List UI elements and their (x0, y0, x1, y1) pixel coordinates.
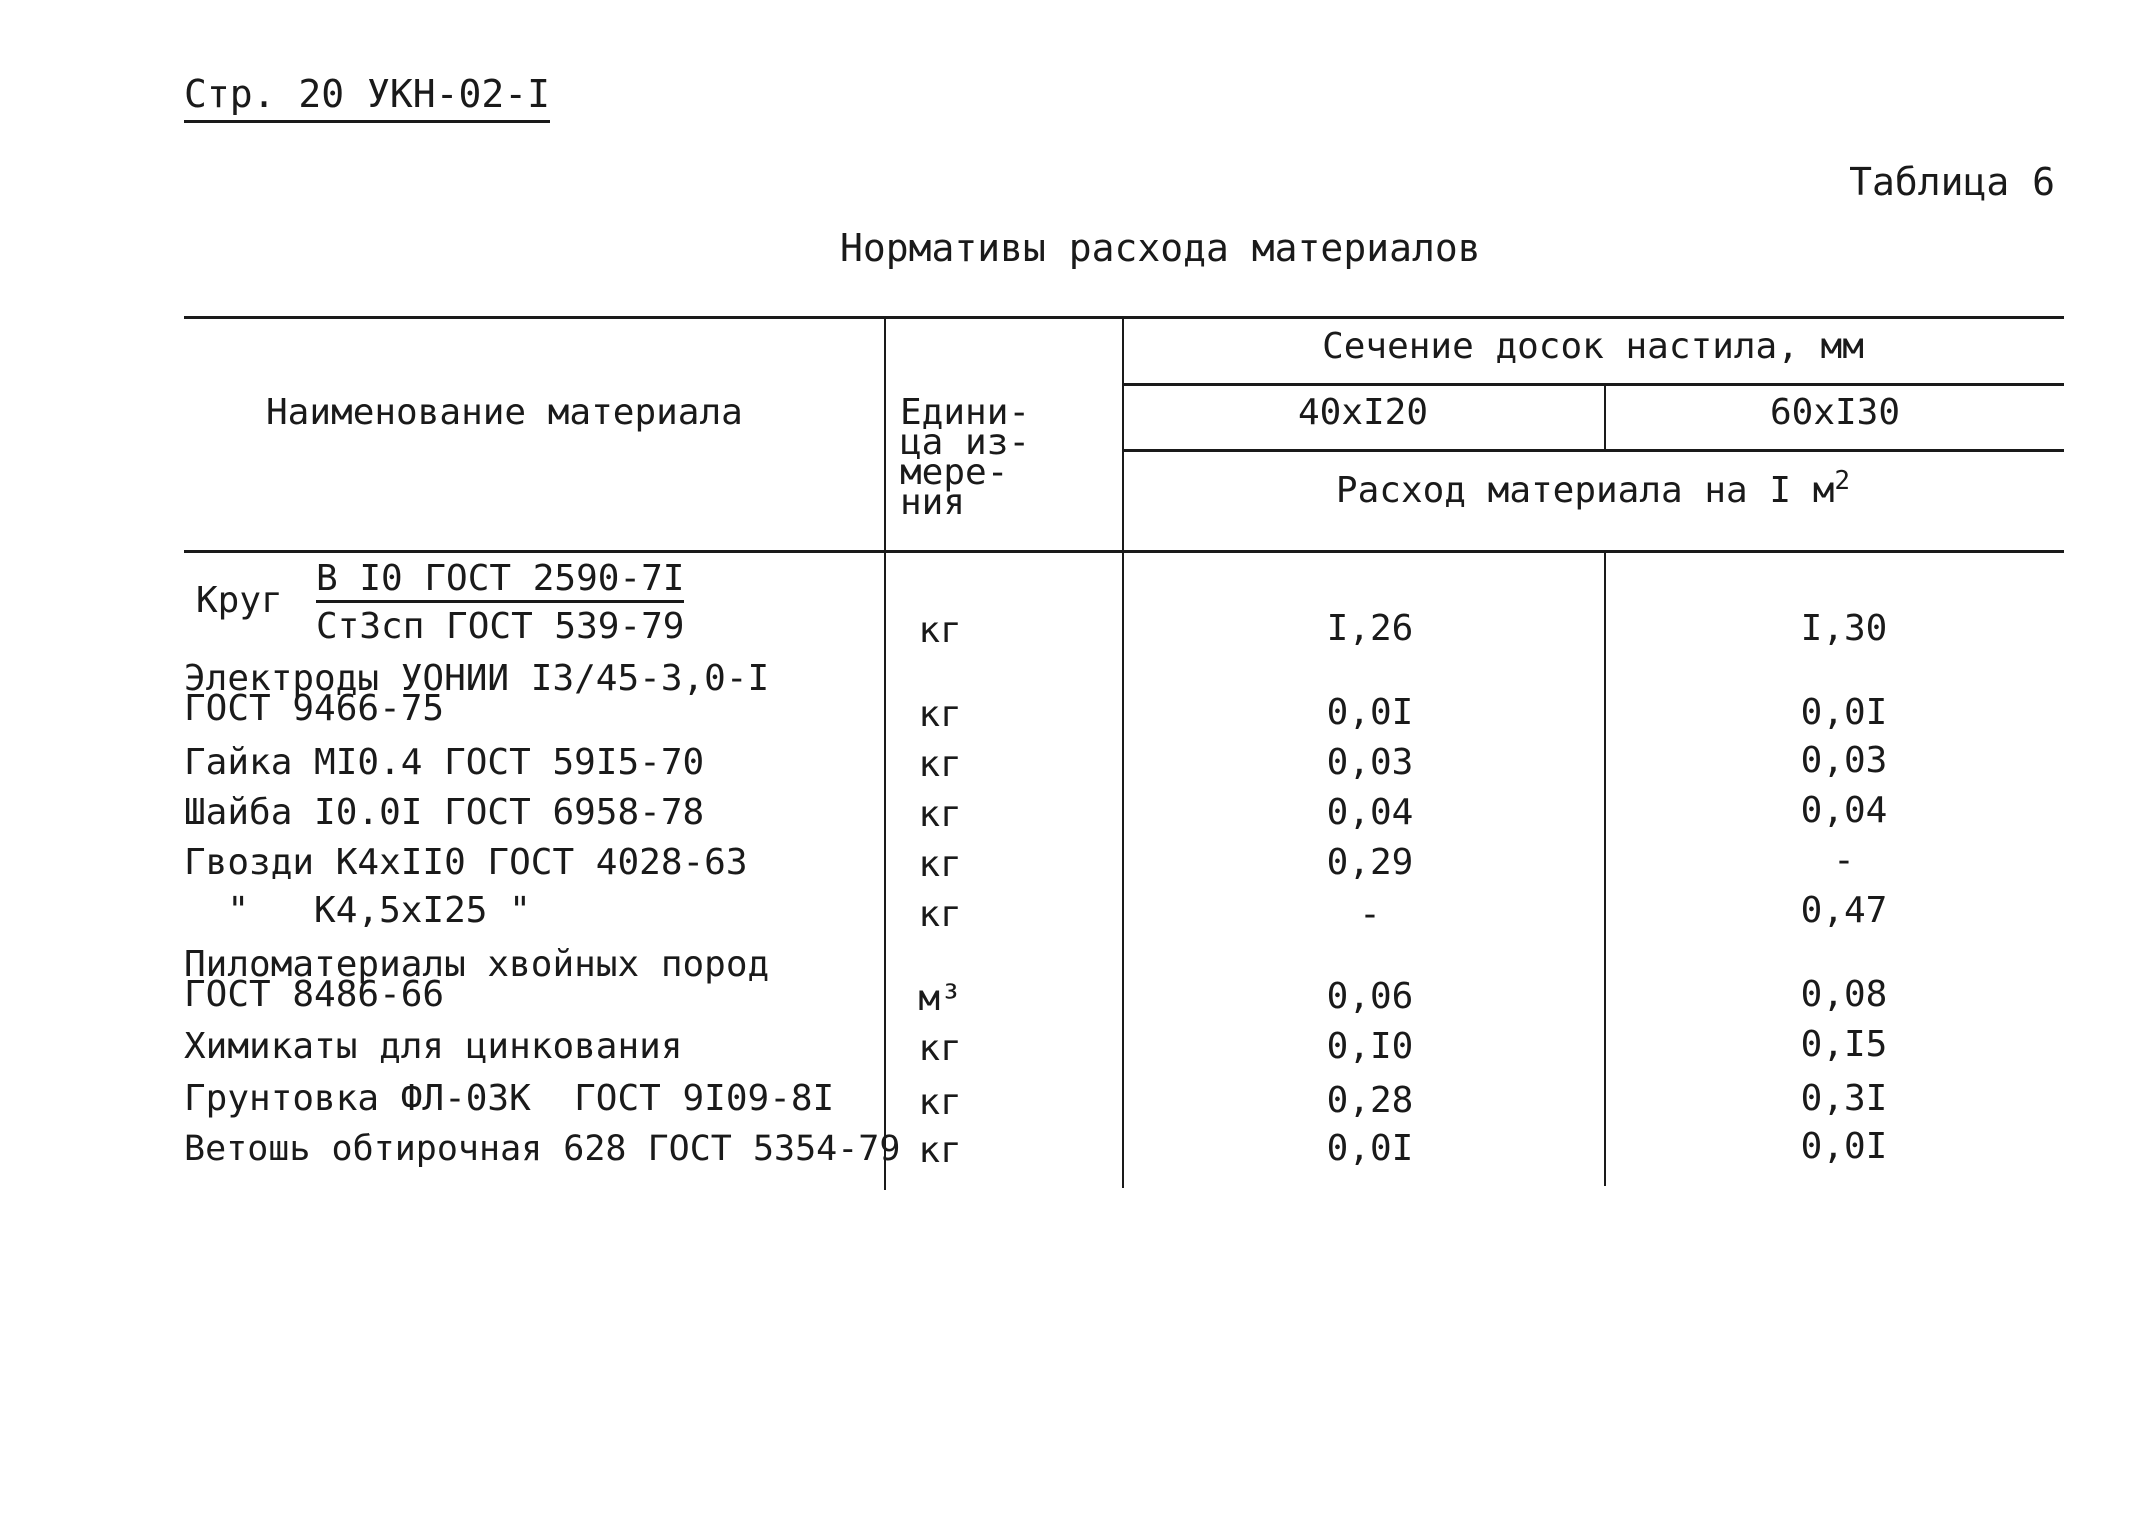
row-value-1: 0,0I (1326, 692, 1414, 733)
section-rule (1122, 383, 2064, 386)
row-krug-denominator: Ст3сп ГОСТ 539-79 (316, 606, 685, 647)
row-krug-unit: кг (918, 610, 962, 651)
row-name: Ветошь обтирочная 628 ГОСТ 5354-79 (184, 1129, 901, 1169)
row-name (184, 658, 770, 729)
row-krug-fraction (316, 560, 684, 647)
size-rule (1122, 449, 2064, 452)
header-consumption (1122, 464, 2064, 511)
row-unit: м³ (918, 978, 962, 1019)
row-value-1: 0,0I (1326, 1128, 1414, 1169)
row-unit: кг (918, 694, 962, 735)
row-krug-value-1: I,26 (1326, 608, 1414, 649)
row-value-1: 0,04 (1326, 792, 1414, 833)
table-top-rule (184, 316, 2064, 319)
header-unit-line: мере- (900, 452, 1009, 493)
row-value-2: 0,08 (1800, 974, 1888, 1015)
row-value-2: 0,3I (1800, 1078, 1888, 1119)
row-unit: кг (918, 844, 962, 885)
row-unit: кг (918, 1130, 962, 1171)
row-unit: кг (918, 1082, 962, 1123)
row-value-1: 0,06 (1326, 976, 1414, 1017)
row-name-line: Электроды УОНИИ I3/45-3,0-I (184, 658, 770, 699)
row-value-2: 0,04 (1800, 790, 1888, 831)
row-value-1: 0,03 (1326, 742, 1414, 783)
row-value-2: 0,0I (1800, 692, 1888, 733)
row-name: " К4,5хI25 " (184, 890, 531, 931)
header-bottom-rule (184, 550, 2064, 553)
row-unit: кг (918, 894, 962, 935)
header-unit-line: ния (900, 482, 966, 523)
row-value-2: 0,47 (1800, 890, 1888, 931)
row-value-1: 0,29 (1326, 842, 1414, 883)
header-material-name: Наименование материала (266, 392, 743, 433)
header-unit (900, 392, 1031, 523)
header-unit-line: ца из- (900, 422, 1031, 463)
row-name: Шайба I0.0I ГОСТ 6958-78 (184, 792, 705, 833)
row-name: Химикаты для цинкования (184, 1026, 683, 1067)
row-krug-name: Круг (196, 580, 283, 621)
row-value-1: 0,I0 (1326, 1026, 1414, 1067)
header-unit-line: Едини- (900, 392, 1031, 433)
row-name: Гайка МI0.4 ГОСТ 59I5-70 (184, 742, 705, 783)
header-consumption-sup: 2 (1834, 466, 1851, 496)
row-value-2: 0,0I (1800, 1126, 1888, 1167)
row-unit: кг (918, 744, 962, 785)
row-value-1: - (1359, 894, 1381, 935)
row-value-2: 0,03 (1800, 740, 1888, 781)
row-krug-value-2: I,30 (1800, 608, 1888, 649)
row-name-line: ГОСТ 9466-75 (184, 688, 445, 729)
row-name-line: Пиломатериалы хвойных пород (184, 944, 770, 985)
row-unit: кг (918, 794, 962, 835)
row-value-2: - (1833, 840, 1855, 881)
row-krug-numerator: В I0 ГОСТ 2590-7I (316, 560, 684, 603)
header-section: Сечение досок настила, мм (1322, 326, 1864, 367)
row-name-line: ГОСТ 8486-66 (184, 974, 445, 1015)
row-name: Грунтовка ФЛ-03К ГОСТ 9I09-8I (184, 1078, 835, 1119)
table-number: Таблица 6 (1849, 160, 2055, 204)
table-title: Нормативы расхода материалов (840, 226, 1481, 270)
header-consumption-text: Расход материала на I м (1335, 470, 1835, 511)
row-unit: кг (918, 1028, 962, 1069)
row-name: Гвозди К4хII0 ГОСТ 4028-63 (184, 842, 748, 883)
header-size-60x130: 60хI30 (1769, 392, 1901, 433)
row-value-2: 0,I5 (1800, 1024, 1888, 1065)
header-size-40x120: 40хI20 (1297, 392, 1429, 433)
row-name (184, 944, 770, 1015)
page-reference: Стр. 20 УКН-02-I (184, 72, 550, 123)
row-value-1: 0,28 (1326, 1080, 1414, 1121)
